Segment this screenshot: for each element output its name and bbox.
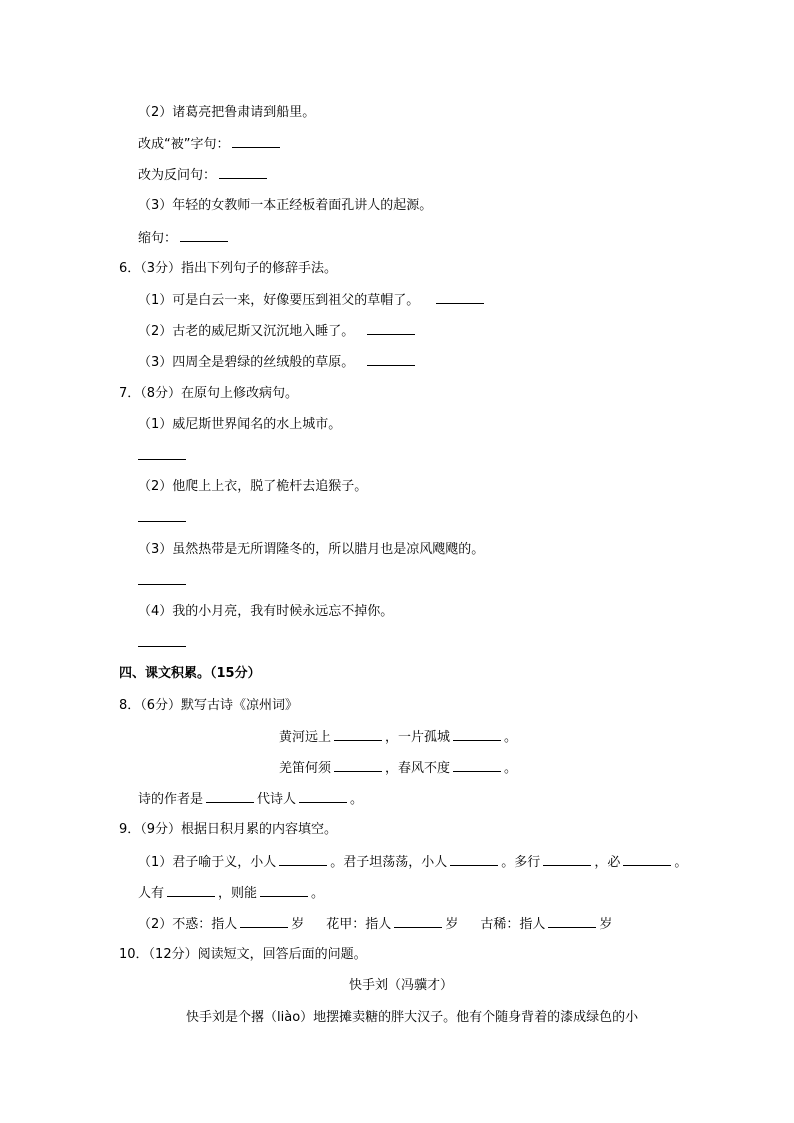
answer-blank[interactable] [623, 853, 671, 866]
q7-blank-1 [138, 447, 189, 466]
q7-blank-3 [138, 572, 189, 591]
q5-shorten-prompt [138, 229, 231, 248]
q5-bei-sentence-prompt [138, 135, 283, 154]
answer-blank[interactable] [240, 915, 288, 928]
answer-blank[interactable] [436, 291, 484, 304]
q7-item-2: （2）他爬上上衣，脱了桅杆去追猴子。 [138, 479, 368, 494]
answer-blank[interactable] [334, 728, 382, 741]
q6-item-2: （2）古老的威尼斯又沉沉地入睡了。 [138, 322, 418, 341]
answer-blank[interactable] [543, 853, 591, 866]
q7-item-1: （1）威尼斯世界闻名的水上城市。 [138, 417, 342, 432]
q7-blank-4 [138, 634, 189, 653]
q10-passage-paragraph: 快手刘是个撂（liào）地摆摊卖糖的胖大汉子。他有个随身背着的漆成绿色的小 [186, 1010, 639, 1025]
answer-blank[interactable] [138, 634, 186, 647]
answer-blank[interactable] [260, 884, 308, 897]
answer-blank[interactable] [219, 166, 267, 179]
answer-blank[interactable] [453, 728, 501, 741]
q9-line-3: （2）不惑：指人 岁 花甲：指人 岁 古稀：指人 岁 [138, 917, 613, 932]
q7-blank-2 [138, 509, 189, 528]
q9-line-1: （1）君子喻于义，小人 。君子坦荡荡，小人 。多行 ，必 。 [138, 855, 688, 870]
answer-blank[interactable] [138, 572, 186, 585]
q8-poem-line-1: 黄河远上 ，一片孤城 。 [279, 730, 518, 745]
q10-passage-heading: 快手刘（冯骥才） [349, 978, 454, 993]
q10-title: 10．（12分）阅读短文，回答后面的问题。 [119, 947, 367, 962]
q5-fan-label: 改为反问句： [138, 168, 217, 183]
answer-blank[interactable] [167, 884, 215, 897]
q5-sentence-3: （3）年轻的女教师一本正经板着面孔讲人的起源。 [138, 198, 433, 213]
q5-suo-label: 缩句： [138, 231, 178, 246]
answer-blank[interactable] [180, 229, 228, 242]
section-4-heading: 四、课文积累。（15分） [119, 666, 261, 681]
q6-item-1: （1）可是白云一来，好像要压到祖父的草帽了。 [138, 291, 487, 310]
q8-poem-line-2: 羌笛何须 ，春风不度 。 [279, 761, 518, 776]
answer-blank[interactable] [232, 135, 280, 148]
answer-blank[interactable] [548, 915, 596, 928]
q9-line-2: 人有 ，则能 。 [138, 886, 325, 901]
answer-blank[interactable] [206, 790, 254, 803]
q9-title: 9．（9分）根据日积月累的内容填空。 [119, 822, 338, 837]
q6-title: 6．（3分）指出下列句子的修辞手法。 [119, 261, 338, 276]
q7-title: 7．（8分）在原句上修改病句。 [119, 386, 299, 401]
answer-blank[interactable] [299, 790, 347, 803]
q8-author-line: 诗的作者是 代诗人 。 [138, 792, 364, 807]
answer-blank[interactable] [138, 509, 186, 522]
q8-title: 8．（6分）默写古诗《凉州词》 [119, 698, 299, 713]
answer-blank[interactable] [453, 759, 501, 772]
answer-blank[interactable] [279, 853, 327, 866]
answer-blank[interactable] [367, 322, 415, 335]
answer-blank[interactable] [138, 447, 186, 460]
answer-blank[interactable] [367, 353, 415, 366]
answer-blank[interactable] [450, 853, 498, 866]
answer-blank[interactable] [334, 759, 382, 772]
q5-rhetorical-prompt [138, 166, 270, 185]
answer-blank[interactable] [394, 915, 442, 928]
q7-item-3: （3）虽然热带是无所谓隆冬的，所以腊月也是凉风飕飕的。 [138, 542, 485, 557]
q5-sentence-2: （2）诸葛亮把鲁肃请到船里。 [138, 105, 316, 120]
q7-item-4: （4）我的小月亮，我有时候永远忘不掉你。 [138, 604, 394, 619]
q5-bei-label: 改成“被”字句： [138, 137, 230, 152]
q6-item-3: （3）四周全是碧绿的丝绒般的草原。 [138, 353, 418, 372]
